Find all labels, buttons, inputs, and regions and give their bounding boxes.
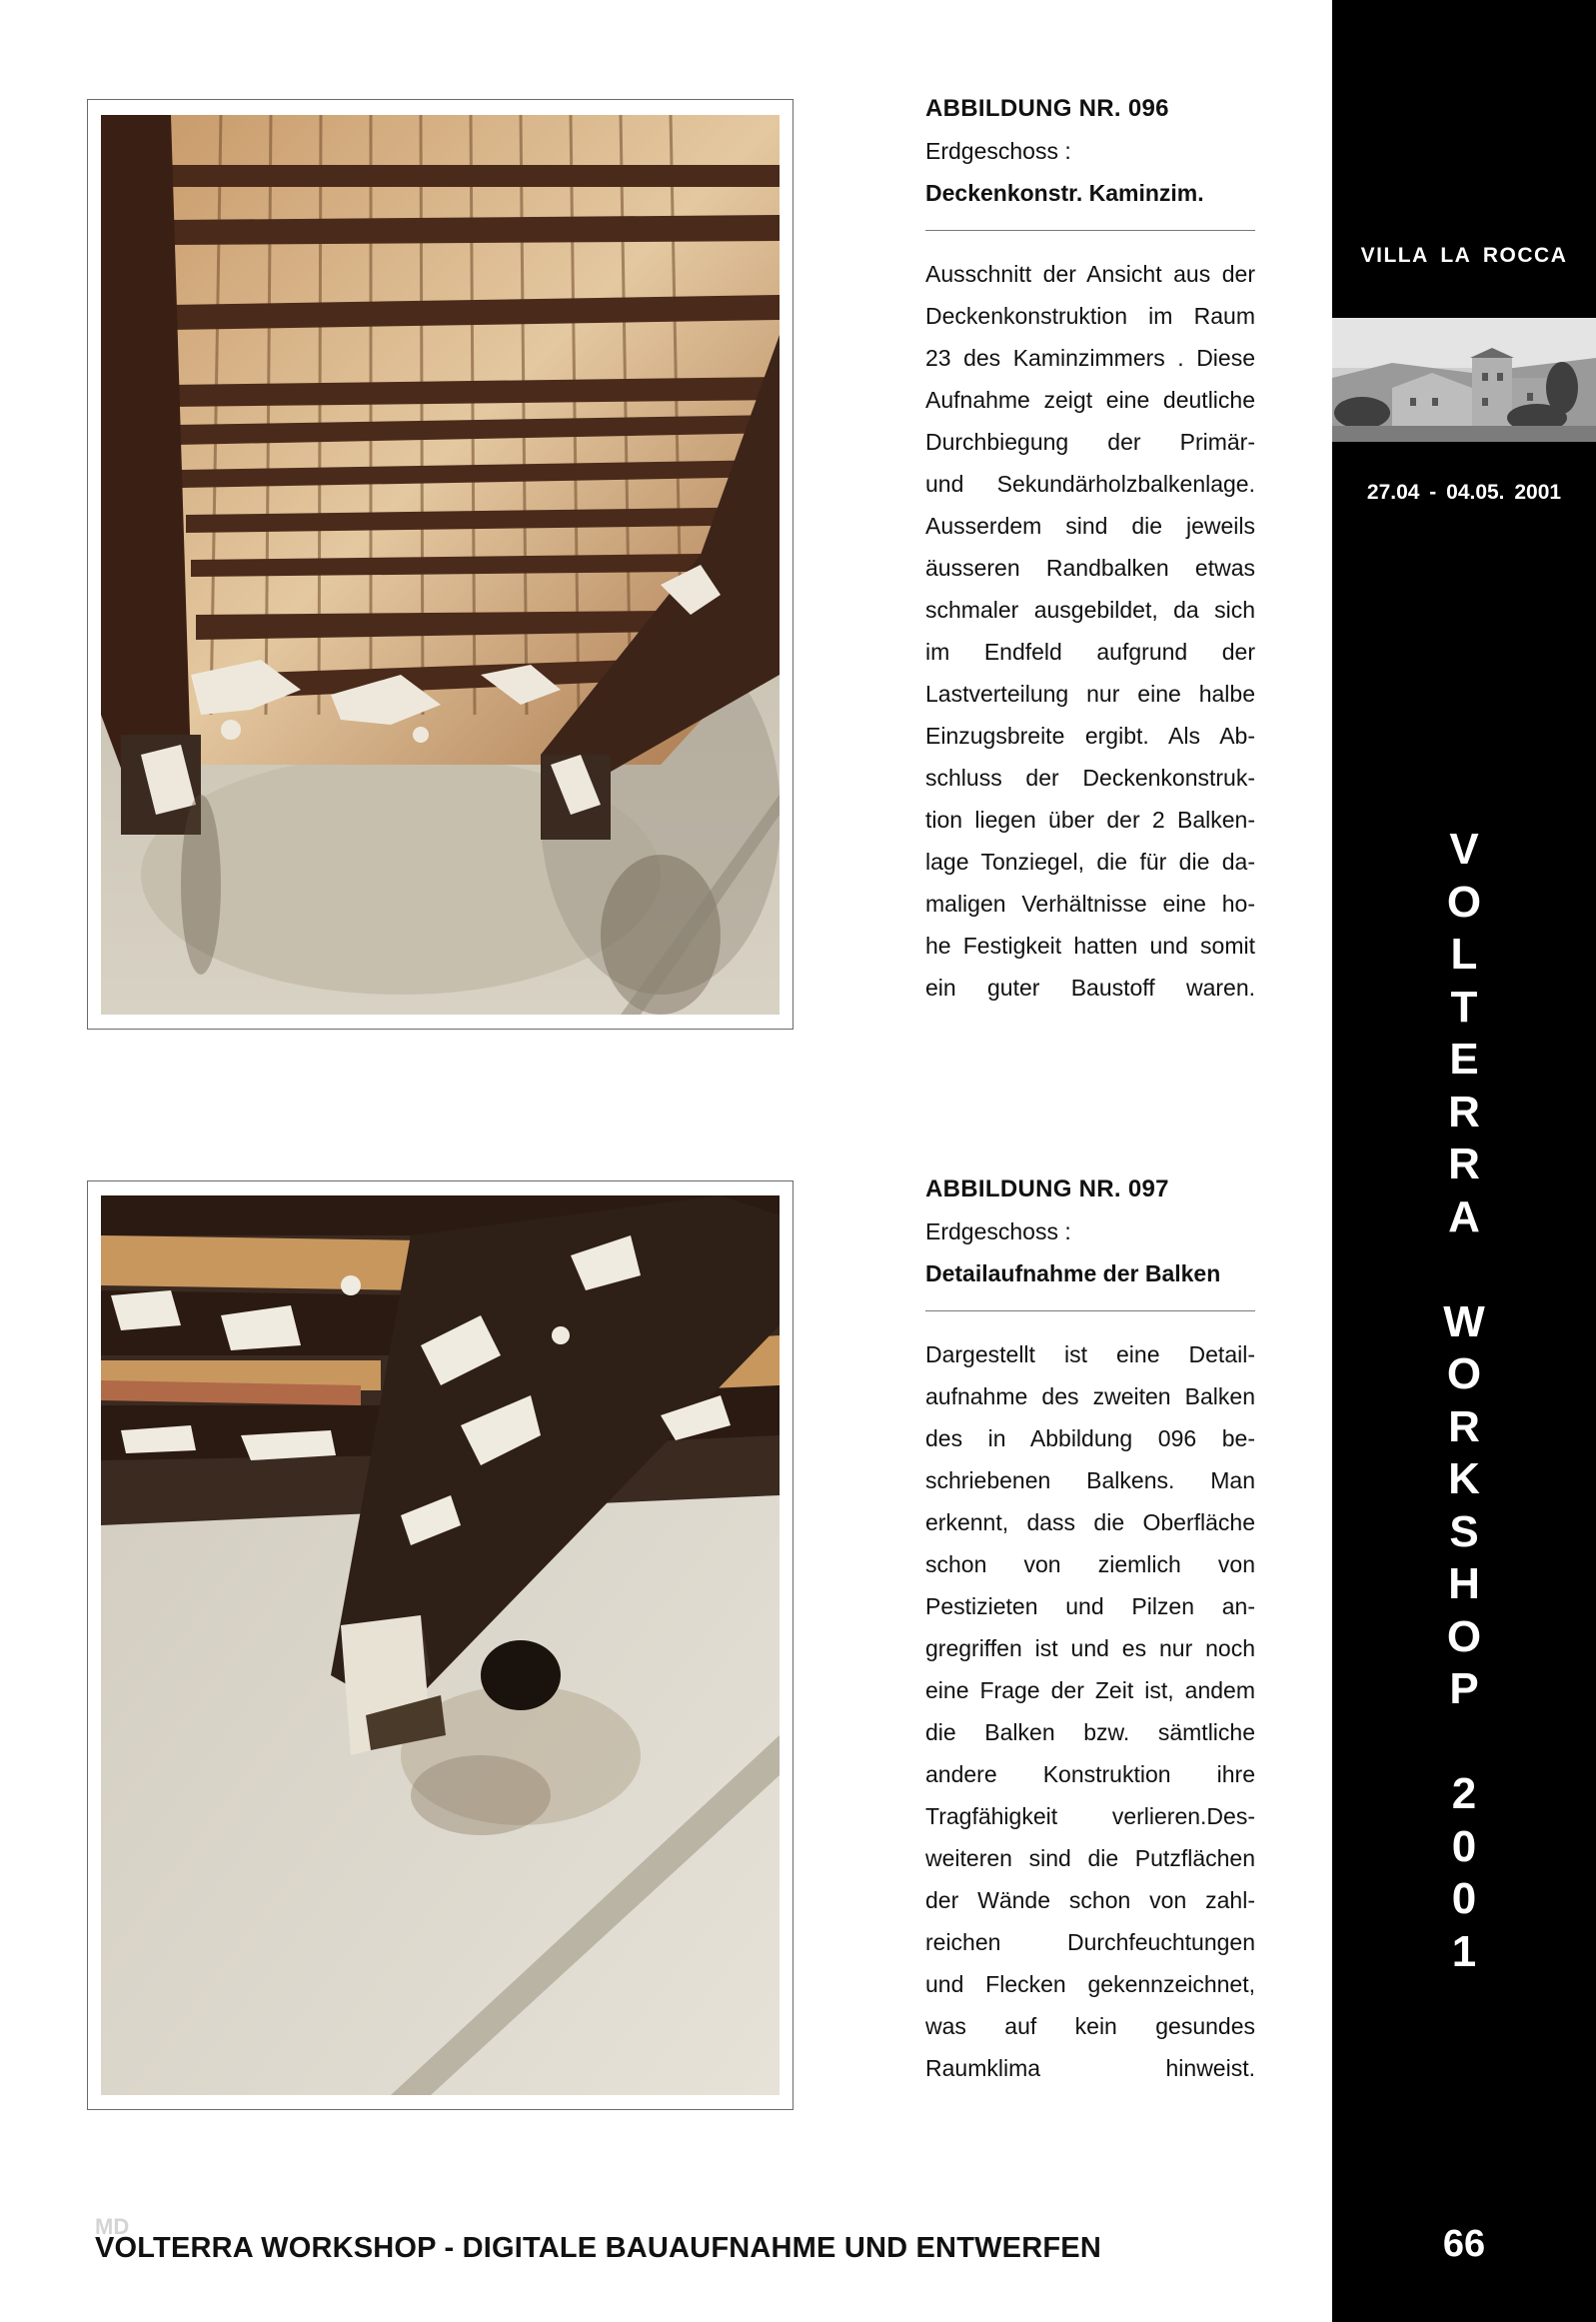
sidebar — [1332, 0, 1596, 2322]
author-initials: MD — [95, 2214, 130, 2239]
vertical-title-letter: R — [1448, 1401, 1480, 1451]
figure-title: ABBILDUNG NR. 097 — [925, 1175, 1169, 1202]
vertical-title-letter: 0 — [1451, 1874, 1477, 1923]
figure-title: ABBILDUNG NR. 096 — [925, 95, 1169, 122]
photo-beam-detail — [101, 1195, 780, 2095]
caption-096 — [925, 94, 1255, 1009]
divider — [925, 1310, 1255, 1311]
vertical-title-letter: W — [1443, 1296, 1485, 1346]
vertical-title-letter: 0 — [1451, 1821, 1477, 1871]
workshop-date: 27.04 - 04.05. 2001 — [1366, 481, 1562, 504]
figure-subject: Deckenkonstr. Kaminzim. — [925, 180, 1204, 206]
vertical-title-letter: S — [1449, 1506, 1479, 1556]
floor-label: Erdgeschoss : — [925, 1218, 1071, 1244]
figure-subject: Detailaufnahme der Balken — [925, 1260, 1221, 1286]
vertical-title-letter: H — [1448, 1559, 1480, 1608]
vertical-title-letter — [1332, 1716, 1596, 1769]
figure-description: Ausschnitt der Ansicht aus der Deckenkonstruktion im Raum 23 des Kaminzimmers . Diese Aufnahme zeigt eine deutliche Durchbiegung der Primär- und Sekundärholzbalkenlage. Ausserdem sind die jeweils äusseren Randbalken etwas schmaler ausgebildet, da sich im Endfeld aufgrund der Lastverteilung nur eine halbe Einzugsbreite ergibt. Als Ab- schluss der Deckenkonstruk- tion liegen über der 2 Balken- lage Tonziegel, die für die da- maligen Verhältnisse eine ho- he Festigkeit hatten und somit ein guter Baustoff waren. — [925, 261, 1255, 1001]
floor-label: Erdgeschoss : — [925, 138, 1071, 164]
vertical-title-letter — [1332, 1243, 1596, 1296]
villa-label: VILLA LA ROCCA — [1360, 244, 1568, 267]
vertical-title-letter: R — [1448, 1087, 1480, 1137]
vertical-title-letter: E — [1449, 1035, 1479, 1084]
photo-ceiling-construction — [101, 115, 780, 1015]
vertical-title-letter: V — [1449, 825, 1479, 874]
footer-title: VOLTERRA WORKSHOP - DIGITALE BAUAUFNAHME UND ENTWERFEN — [95, 2232, 1101, 2264]
figure-description: Dargestellt ist eine Detail- aufnahme des zweiten Balken des in Abbildung 096 be- schriebenen Balkens. Man erkennt, dass die Oberfläche schon von ziemlich von Pestizieten und Pilzen an- gregriffen ist und es nur noch eine Frage der Zeit ist, andem die Balken bzw. sämtliche andere Konstruktion ihre Tragfähigkeit verlieren.Des- weiteren sind die Putzflächen der Wände schon von zahl- reichen Durchfeuchtungen und Flecken gekennzeichnet, was auf kein gesundes Raumklima hinweist. — [925, 1341, 1255, 2081]
vertical-title-letter: 1 — [1451, 1926, 1477, 1976]
divider — [925, 230, 1255, 231]
villa-thumbnail — [1332, 318, 1596, 442]
vertical-title-letter: T — [1450, 982, 1478, 1032]
page-number: 66 — [1442, 2223, 1486, 2265]
vertical-title-letter: R — [1448, 1140, 1480, 1188]
vertical-title-letter: A — [1448, 1191, 1480, 1241]
vertical-title-letter: O — [1446, 1611, 1482, 1661]
vertical-title-letter: O — [1446, 1349, 1482, 1398]
vertical-title-letter: L — [1450, 930, 1478, 979]
vertical-title-letter: O — [1446, 877, 1482, 927]
caption-097 — [925, 1174, 1255, 2089]
vertical-title — [1332, 824, 1596, 1978]
vertical-title-letter: P — [1449, 1664, 1479, 1713]
vertical-title-letter: K — [1448, 1454, 1480, 1503]
vertical-title-letter: 2 — [1451, 1769, 1477, 1818]
